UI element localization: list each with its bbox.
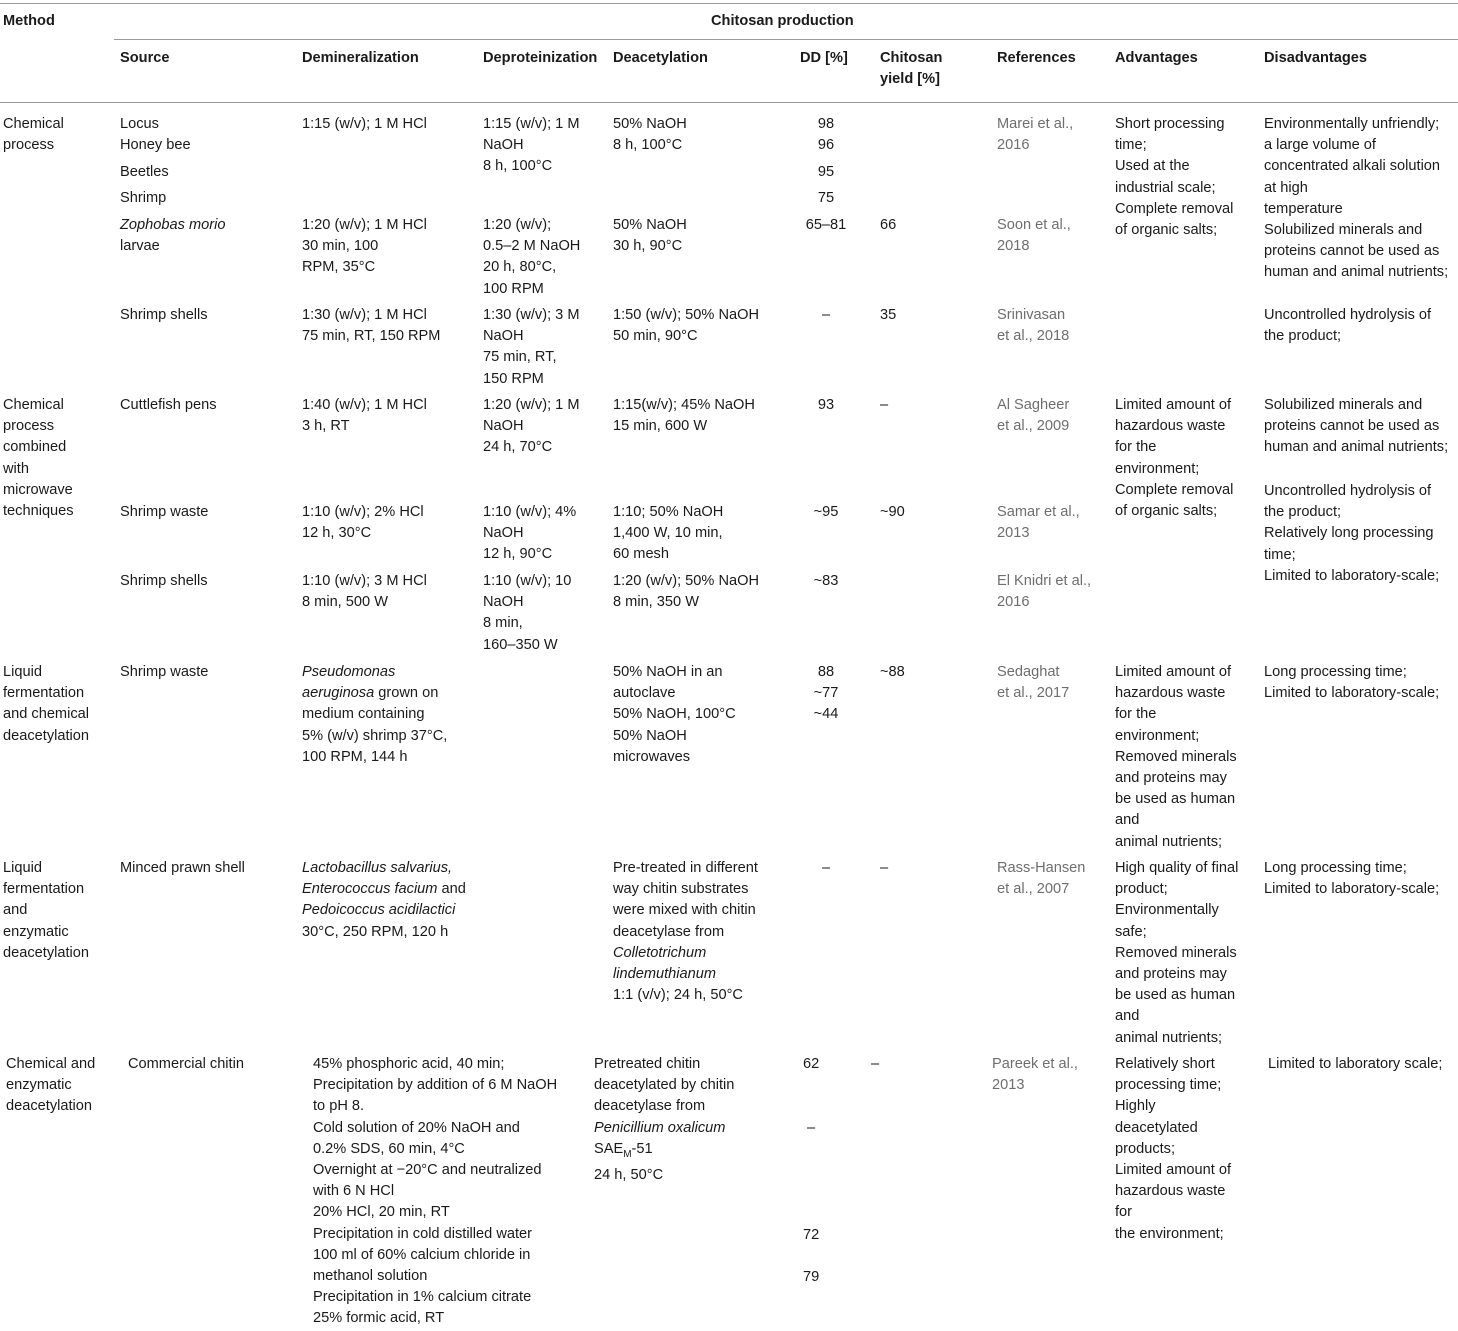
source-header: Source [120,50,170,66]
dd-cell: 62 [803,1056,820,1072]
dd-cell: – [807,1120,816,1136]
deproteinization-cell: 1:20 (w/v); 0.5–2 M NaOH 20 h, 80°C, 100 RPM [483,217,581,297]
strain-prefix: SAE [594,1140,624,1157]
reference-cell: Rass-Hansen et al., 2007 [997,860,1086,898]
source-cell: Shrimp [120,190,167,206]
dd-cell: 88 ~77 ~44 [813,664,839,723]
dd-cell: 72 [803,1227,820,1243]
deproteinization-cell: 1:30 (w/v); 3 M NaOH 75 min, RT, 150 RPM [483,307,580,387]
header-bottom-rule [0,102,1458,103]
conjunction-text: and [441,881,466,898]
demineralization-cell: 1:15 (w/v); 1 M HCl [302,116,427,132]
deproteinization-cell: 1:20 (w/v); 1 M NaOH 24 h, 70°C [483,397,580,456]
reference-cell: Marei et al., 2016 [997,116,1074,154]
species-name: Zophobas morio [120,217,226,233]
demineralization-cell: 45% phosphoric acid, 40 min; Precipitation by addition of 6 M NaOH to pH 8. Cold solution of 20% NaOH and 0.2% SDS, 60 min, 4°C Overnight at −20°C and neutralized with 6 N HCl 20% HCl, 20 min, RT Precipitation in cold distilled water 100 ml of 60% calcium chloride in methanol solution Precipitation in 1% calcium citrate 25% formic acid, RT [313,1056,558,1327]
deacetylation-cell: 50% NaOH 8 h, 100°C [613,116,687,154]
dd-cell: – [821,307,831,323]
method-cell: Liquid fermentation and chemical deacetylation [3,664,90,744]
source-cell: Locus Honey bee [120,116,191,154]
conditions-text: 24 h, 50°C [594,1166,664,1183]
dd-cell: 65–81 [805,217,847,233]
species-name: Enterococcus facium [302,881,438,898]
disadvantages-cell: Environmentally unfriendly; a large volume of concentrated alkali solution at high temperature Solubilized minerals and proteins cannot be used as human and animal nutrients; [1264,116,1449,281]
strain-suffix: -51 [631,1140,653,1157]
yield-cell: 66 [880,217,897,233]
dd-cell: – [821,860,831,876]
deacetylation-cell [613,858,758,1006]
deacetylation-text: Pretreated chitin deacetylated by chitin deacetylase from [594,1056,735,1115]
source-cell: Shrimp shells [120,307,208,323]
yield-cell: – [871,1056,880,1072]
advantages-cell: Limited amount of hazardous waste for the environment; Complete removal of organic salts; [1115,397,1234,520]
source-cell: Shrimp waste [120,504,209,520]
method-cell: Chemical process combined with microwave techniques [3,397,74,520]
advantages-cell: High quality of final product; Environmentally safe; Removed minerals and proteins may be used as human and animal nutrients; [1115,860,1239,1046]
top-rule [0,3,1458,4]
deacetylation-cell: 50% NaOH in an autoclave 50% NaOH, 100°C 50% NaOH microwaves [613,664,736,765]
dd-cell: ~95 [813,504,839,520]
disadvantages-cell: Long processing time; Limited to laboratory-scale; [1264,664,1440,702]
yield-cell: – [880,860,889,876]
dd-cell: 75 [817,190,835,206]
reference-cell: Srinivasan et al., 2018 [997,307,1070,345]
strain-name [594,1140,653,1160]
advantages-cell: Relatively short processing time; Highly deacetylated products; Limited amount of hazardous waste for the environment; [1115,1056,1232,1242]
conditions-text: grown on medium containing 5% (w/v) shrimp 37°C, 100 RPM, 144 h [302,685,448,765]
deproteinization-header: Deproteinization [483,50,598,66]
deproteinization-cell: 1:10 (w/v); 10 NaOH 8 min, 160–350 W [483,573,572,653]
deacetylation-cell: 1:10; 50% NaOH 1,400 W, 10 min, 60 mesh [613,504,724,563]
yield-cell: 35 [880,307,897,323]
disadvantages-cell: Long processing time; Limited to laboratory-scale; [1264,860,1440,898]
source-suffix: larvae [120,238,160,255]
dd-cell: 95 [817,164,835,180]
dd-cell: 93 [817,397,835,413]
group-underline [114,39,1458,40]
source-cell: Commercial chitin [128,1056,244,1072]
reference-cell: Soon et al., 2018 [997,217,1071,255]
demineralization-cell [302,662,447,768]
deacetylation-cell: 1:15(w/v); 45% NaOH 15 min, 600 W [613,397,755,435]
species-name: Lactobacillus salvarius, [302,860,453,876]
source-cell: Cuttlefish pens [120,397,217,413]
source-cell: Beetles [120,164,169,180]
source-cell: Shrimp waste [120,664,209,680]
demineralization-cell: 1:10 (w/v); 3 M HCl 8 min, 500 W [302,573,427,611]
yield-cell: ~90 [880,504,905,520]
advantages-cell: Limited amount of hazardous waste for the environment; Removed minerals and proteins may be used as human and animal nutrients; [1115,664,1237,850]
deproteinization-cell: 1:10 (w/v); 4% NaOH 12 h, 90°C [483,504,577,563]
disadvantages-cell: Limited to laboratory scale; [1268,1056,1443,1072]
chitosan-yield-header: Chitosan yield [%] [880,50,943,88]
source-cell: Minced prawn shell [120,860,245,876]
conditions-text: 30°C, 250 RPM, 120 h [302,923,449,940]
advantages-cell: Short processing time; Used at the industrial scale; Complete removal of organic salts; [1115,116,1234,239]
method-cell: Liquid fermentation and enzymatic deacetylation [3,860,90,961]
advantages-header: Advantages [1115,50,1198,66]
dd-cell: 79 [803,1269,820,1285]
references-header: References [997,50,1076,66]
demineralization-cell [302,858,482,943]
dd-cell: 98 96 [817,116,835,154]
chitosan-production-header: Chitosan production [711,13,854,29]
demineralization-cell: 1:30 (w/v); 1 M HCl 75 min, RT, 150 RPM [302,307,441,345]
species-name: Pseudomonas aeruginosa [302,664,396,702]
deacetylation-cell: 1:50 (w/v); 50% NaOH 50 min, 90°C [613,307,759,345]
source-cell [120,215,225,257]
deacetylation-text: Pre-treated in different way chitin substrates were mixed with chitin deacetylase from [613,860,758,940]
demineralization-header: Demineralization [302,50,419,66]
reference-cell: Sedaghat et al., 2017 [997,664,1070,702]
deacetylation-cell: 50% NaOH 30 h, 90°C [613,217,687,255]
source-cell: Shrimp shells [120,573,208,589]
species-name: Pedoicoccus acidilactici [302,902,456,919]
method-header: Method [3,13,55,29]
species-name: Penicillium oxalicum [594,1119,726,1136]
reference-cell: El Knidri et al., 2016 [997,573,1092,611]
yield-cell: – [880,397,889,413]
reference-cell: Al Sagheer et al., 2009 [997,397,1070,435]
disadvantages-cell: Solubilized minerals and proteins cannot be used as human and animal nutrients; [1264,397,1449,456]
demineralization-cell: 1:20 (w/v); 1 M HCl 30 min, 100 RPM, 35°C [302,217,427,276]
dd-header: DD [%] [800,50,848,66]
method-cell: Chemical and enzymatic deacetylation [6,1056,96,1115]
reference-cell: Pareek et al., 2013 [992,1056,1078,1094]
strain-subscript: M [623,1148,632,1160]
deacetylation-cell: 1:20 (w/v); 50% NaOH 8 min, 350 W [613,573,759,611]
deproteinization-cell: 1:15 (w/v); 1 M NaOH 8 h, 100°C [483,116,580,175]
conditions-text: 1:1 (v/v); 24 h, 50°C [613,987,743,1004]
demineralization-cell: 1:40 (w/v); 1 M HCl 3 h, RT [302,397,427,435]
method-cell: Chemical process [3,116,64,154]
deacetylation-cell [594,1054,734,1186]
disadvantages-cell: Uncontrolled hydrolysis of the product; Relatively long processing time; Limited to laboratory-scale; [1264,483,1440,584]
disadvantages-cell: Uncontrolled hydrolysis of the product; [1264,307,1432,345]
reference-cell: Samar et al., 2013 [997,504,1080,542]
dd-cell: ~83 [813,573,839,589]
species-name: Colletotrichum lindemuthianum [613,944,717,983]
demineralization-cell: 1:10 (w/v); 2% HCl 12 h, 30°C [302,504,424,542]
deacetylation-header: Deacetylation [613,50,708,66]
yield-cell: ~88 [880,664,905,680]
disadvantages-header: Disadvantages [1264,50,1368,66]
